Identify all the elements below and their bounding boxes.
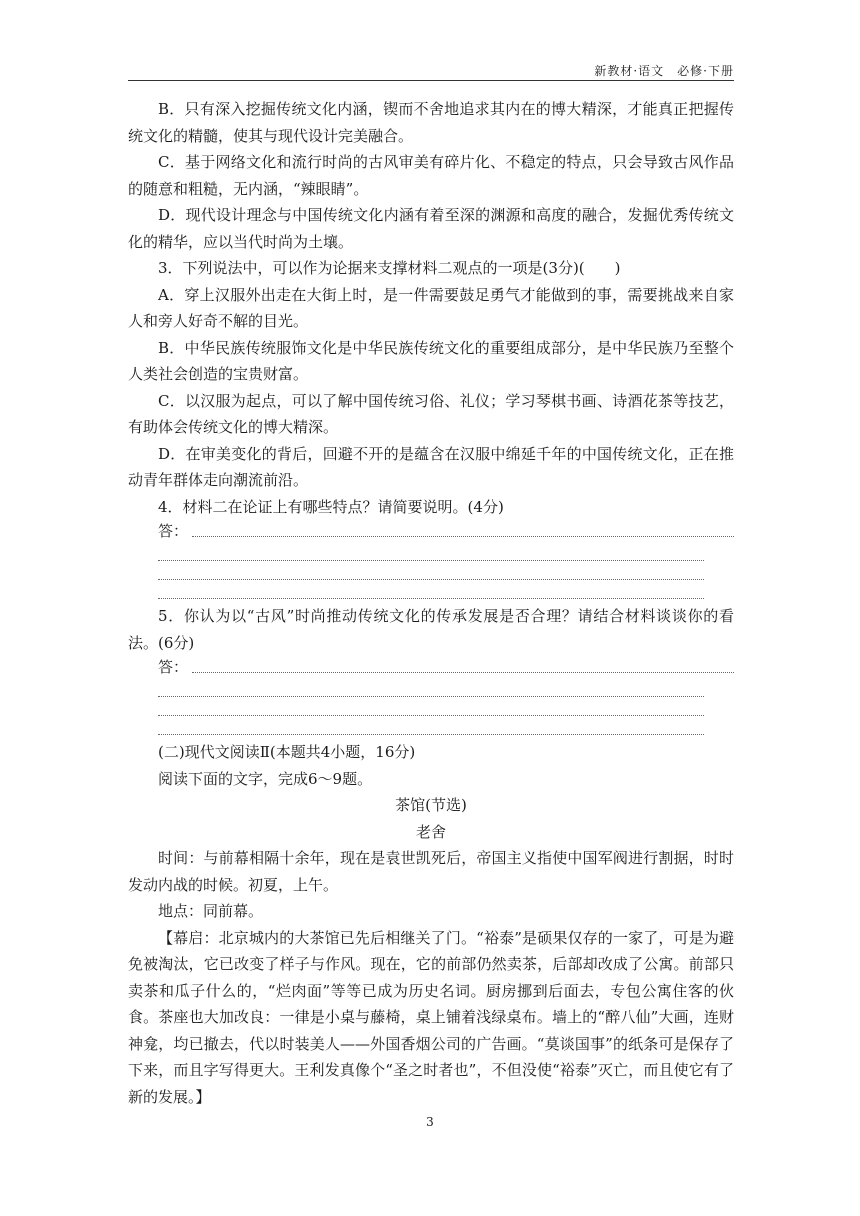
passage-title: 茶馆(节选) (395, 796, 467, 814)
scene-time: 时间：与前幕相隔十余年，现在是袁世凯死后，帝国主义指使中国军阀进行割据，时时发动内战的时候。初夏，上午。 (128, 849, 734, 894)
answer-line[interactable] (192, 672, 734, 673)
scene-place: 地点：同前幕。 (158, 902, 264, 920)
answer-line[interactable] (158, 561, 704, 580)
option-b: B．只有深入挖掘传统文化内涵，锲而不舍地追求其内在的博大精深，才能真正把握传统文化的精髓，使其与现代设计完美融合。 (128, 100, 734, 145)
q3-option-b: B．中华民族传统服饰文化是中华民族传统文化的重要组成部分，是中华民族乃至整个人类社会创造的宝贵财富。 (128, 338, 734, 383)
answer-line[interactable] (158, 542, 704, 561)
answer-line[interactable] (158, 716, 704, 735)
q3-option-c: C．以汉服为起点，可以了解中国传统习俗、礼仪；学习琴棋书画、诗酒花茶等技艺，有助体会传统文化的博大精深。 (128, 391, 734, 436)
answer-line[interactable] (158, 580, 704, 599)
answer-area-q5[interactable] (128, 656, 734, 735)
header-divider (128, 80, 734, 81)
stage-direction: 【幕启：北京城内的大茶馆已先后相继关了门。“裕泰”是硕果仅存的一家了，可是为避免被淘汰，它已改变了样子与作风。现在，它的前部仍然卖茶，后部却改成了公寓。前部只卖茶和瓜子什么的，“烂肉面”等等已成为历史名词。厨房挪到后面去，专包公寓住客的伙食。茶座也大加改良：一律是小桌与藤椅，桌上铺着浅绿桌布。墙上的“醉八仙”大画，连财神龛，均已撤去，代以时装美人——外国香烟公司的广告画。“莫谈国事”的纸条可是保存了下来，而且字写得更大。王利发真像个“圣之时者也”，不但没使“裕泰”灭亡，而且使它有了新的发展。】 (128, 928, 734, 1106)
answer-area-q4[interactable] (128, 520, 734, 599)
question-5: 5．你认为以“古风”时尚推动传统文化的传承发展是否合理？请结合材料谈谈你的看法。(6分) (128, 607, 734, 652)
reading-instruction: 阅读下面的文字，完成6～9题。 (158, 769, 373, 788)
page-number: 3 (426, 1115, 434, 1129)
answer-line[interactable] (192, 536, 734, 537)
option-c: C．基于网络文化和流行时尚的古风审美有碎片化、不稳定的特点，只会导致古风作品的随意和粗糙，无内涵，“辣眼睛”。 (128, 153, 734, 198)
q3-option-d: D．在审美变化的背后，回避不开的是蕴含在汉服中绵延千年的中国传统文化，正在推动青年群体走向潮流前沿。 (128, 444, 734, 489)
answer-label: 答： (158, 658, 189, 676)
page-content (128, 96, 734, 1110)
answer-label: 答： (158, 522, 189, 540)
option-d: D．现代设计理念与中国传统文化内涵有着至深的渊源和高度的融合，发掘优秀传统文化的精华，应以当代时尚为土壤。 (128, 206, 734, 251)
running-header: 新教材·语文 必修·下册 (594, 64, 734, 78)
answer-line[interactable] (158, 678, 704, 697)
question-3: 3．下列说法中，可以作为论据来支撑材料二观点的一项是(3分)( ) (158, 259, 621, 277)
passage-author: 老舍 (415, 822, 446, 841)
section-heading: (二)现代文阅读Ⅱ(本题共4小题，16分) (158, 743, 416, 761)
answer-line[interactable] (158, 697, 704, 716)
q3-option-a: A．穿上汉服外出走在大街上时，是一件需要鼓足勇气才能做到的事，需要挑战来自家人和旁人好奇不解的目光。 (128, 285, 734, 330)
question-4: 4．材料二在论证上有哪些特点？请简要说明。(4分) (158, 497, 504, 516)
